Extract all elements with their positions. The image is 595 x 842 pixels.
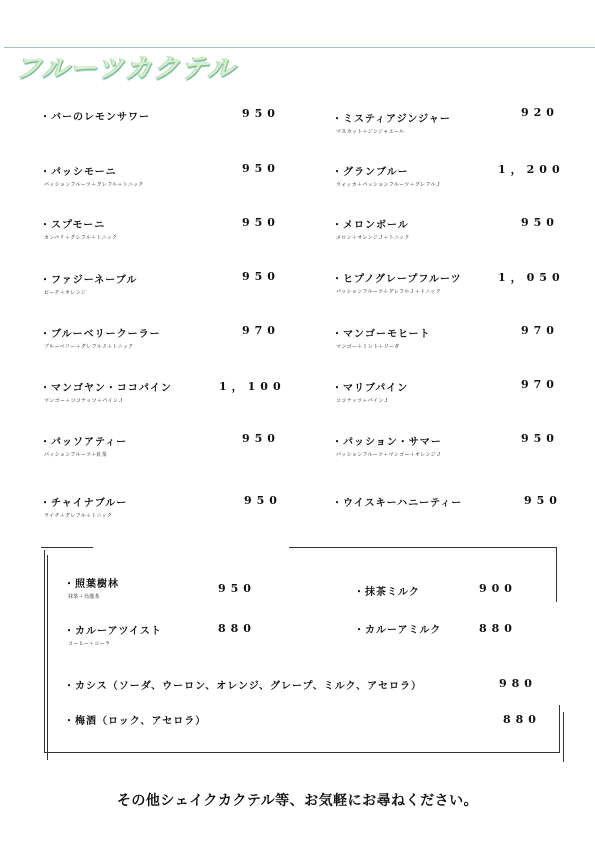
item-price: 1，100 (219, 380, 286, 393)
menu-item (354, 583, 420, 598)
menu-item (354, 621, 441, 636)
menu-item (40, 108, 150, 123)
item-ingredients: パッションフルーツ＋グレフル＋トニック (44, 182, 144, 188)
box-border-right-outer (563, 712, 564, 762)
item-ingredients: ピーチ＋オレンジ (44, 290, 86, 296)
item-ingredients: パッションフルーツ＋紅茶 (44, 452, 108, 458)
item-name: ・ヒプノグレープフルーツ (332, 274, 462, 285)
item-price: 970 (521, 324, 559, 337)
item-ingredients: パッションフルーツ＋グレフルＪ＋トニック (336, 289, 441, 295)
item-name: ・カルーアツイスト (64, 626, 162, 637)
item-name: ・マリブパイン (332, 383, 409, 394)
item-name: ・ウイスキーハニーティー (332, 498, 463, 509)
box-border-right-upper (556, 547, 557, 602)
menu-item (40, 163, 144, 188)
item-price: 980 (499, 677, 537, 690)
menu-item (40, 271, 137, 296)
box-border-bottom (44, 752, 560, 753)
item-price: 900 (479, 582, 517, 595)
menu-item (332, 379, 408, 404)
item-price: 950 (521, 216, 559, 229)
item-price: 950 (242, 216, 280, 229)
menu-item (64, 575, 119, 600)
menu-item (332, 163, 441, 188)
item-name: ・グランブルー (332, 167, 409, 178)
menu-item (40, 325, 161, 350)
item-ingredients: カンパリ＋グレフル＋トニック (44, 235, 118, 241)
item-ingredients: 抹茶＋烏龍茶 (68, 594, 100, 600)
menu-item (64, 677, 422, 692)
menu-item (64, 712, 206, 727)
item-price: 950 (524, 494, 562, 507)
item-ingredients: ライチ＋グレフル＋トニック (44, 513, 113, 519)
menu-item (40, 433, 127, 458)
item-price: 920 (521, 106, 559, 119)
item-price: 950 (242, 270, 280, 283)
item-name: ・照葉樹林 (64, 579, 119, 590)
item-name: ・ミスティアジンジャー (332, 114, 451, 125)
item-name: ・梅酒（ロック、アセロラ） (64, 716, 207, 727)
item-price: 950 (242, 162, 280, 175)
item-name: ・カシス（ソーダ、ウーロン、オレンジ、グレープ、ミルク、アセロラ） (64, 681, 422, 692)
item-name: ・メロンボール (332, 220, 409, 231)
item-price: 970 (521, 378, 559, 391)
box-border-left (44, 550, 45, 753)
menu-item (40, 494, 127, 519)
item-name: ・パッション・サマー (332, 437, 442, 448)
item-price: 880 (503, 713, 541, 726)
menu-item (332, 433, 442, 458)
item-name: ・パッソアティー (40, 437, 128, 448)
item-name: ・カルーアミルク (354, 625, 442, 636)
item-price: 1，200 (498, 163, 565, 176)
menu-item (40, 216, 117, 241)
menu-item (64, 622, 162, 647)
item-ingredients: マンゴー＋ミント＋ソーダ (336, 344, 400, 350)
menu-item (332, 216, 410, 241)
item-ingredients: マスカット＋ジンジャエール (336, 129, 405, 135)
item-name: ・マンゴーモヒート (332, 329, 431, 340)
item-price: 1，050 (498, 271, 565, 284)
item-name: ・バーのレモンサワー (40, 112, 150, 123)
footer-note: その他シェイクカクテル等、お気軽にお尋ねください。 (116, 793, 479, 809)
item-ingredients: ウォッカ＋パッションフルーツ＋グレフルＪ (336, 182, 442, 188)
item-price: 970 (242, 324, 280, 337)
item-ingredients: マンゴー＋ココナッツ＋パインＪ (44, 398, 124, 404)
item-name: ・パッシモーニ (40, 167, 117, 178)
menu-title: フルーツカクテル (15, 53, 236, 84)
item-name: ・ブルーベリークーラー (40, 329, 161, 340)
item-name: ・マンゴヤン・ココパイン (40, 383, 172, 394)
item-name: ・チャイナブルー (40, 498, 128, 509)
menu-item (332, 110, 451, 135)
item-price: 880 (479, 622, 517, 635)
menu-item (332, 325, 431, 350)
item-price: 950 (242, 107, 280, 120)
item-price: 880 (218, 622, 256, 635)
box-border-top-left (41, 547, 93, 548)
item-price: 950 (218, 582, 256, 595)
item-ingredients: パッションフルーツ＋マンゴー＋オレンジＪ (336, 452, 442, 458)
item-name: ・スプモーニ (40, 220, 106, 231)
item-name: ・ファジーネーブル (40, 275, 138, 286)
menu-item (40, 379, 172, 404)
item-price: 950 (242, 432, 280, 445)
item-price: 950 (244, 494, 282, 507)
item-ingredients: コーヒー＋コーラ (68, 641, 111, 647)
box-border-left-inner (47, 555, 48, 760)
menu-item (332, 494, 462, 509)
box-border-right-lower (559, 705, 560, 752)
item-price: 950 (521, 432, 559, 445)
menu-item (332, 270, 462, 295)
item-ingredients: ブルーベリー＋グレフルＪ＋トニック (44, 344, 134, 350)
item-ingredients: メロン＋オレンジＪ＋トニック (336, 235, 410, 241)
item-name: ・抹茶ミルク (354, 587, 420, 598)
item-ingredients: ココナッツ＋パインＪ (336, 398, 389, 404)
box-border-top-right (289, 547, 557, 548)
